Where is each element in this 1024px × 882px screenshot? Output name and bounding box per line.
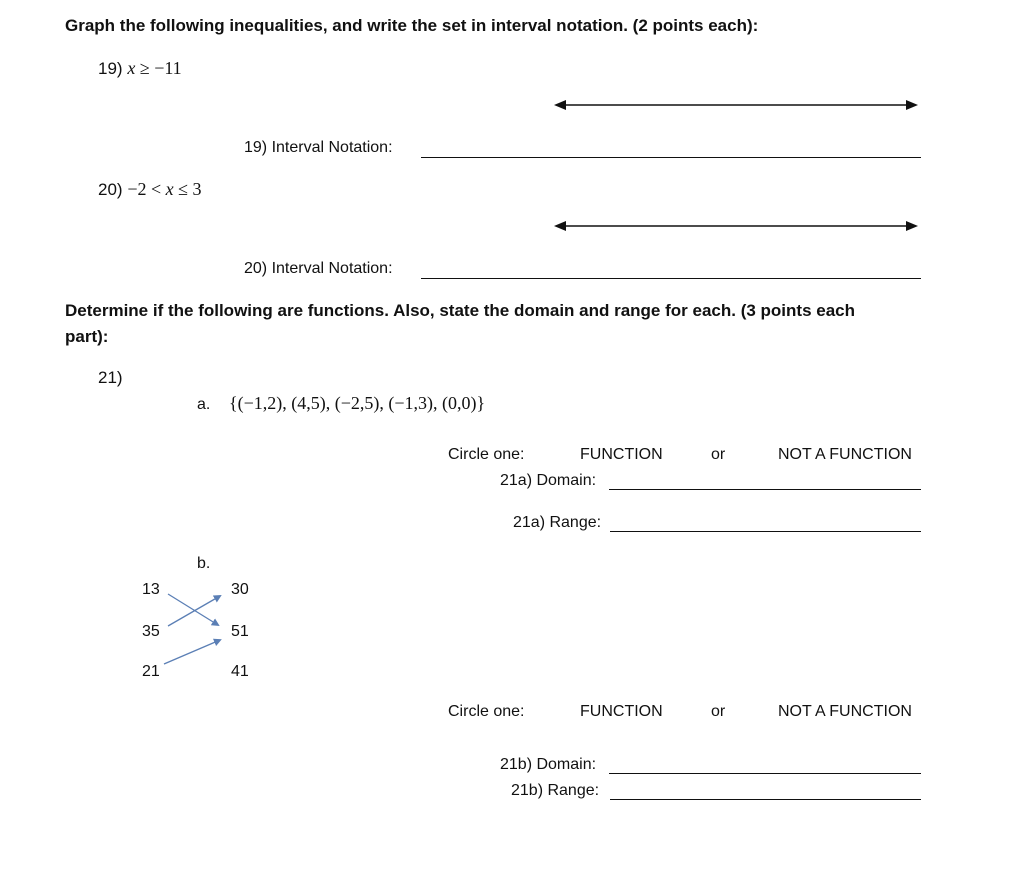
part-a-range-answer-line[interactable]	[610, 531, 921, 532]
problem-21-number: 21)	[98, 368, 123, 387]
part-b-range-answer-line[interactable]	[610, 799, 921, 800]
problem-20	[98, 179, 202, 200]
part-a-domain-label: 21a) Domain:	[500, 472, 597, 489]
part-b-label: b.	[197, 555, 211, 572]
mapping-output-51: 51	[231, 623, 249, 640]
problem-19-number: 19)	[98, 59, 123, 78]
section-1-heading: Graph the following inequalities, and write the set in interval notation. (2 points each):	[65, 16, 759, 35]
part-a-range-label: 21a) Range:	[513, 514, 602, 531]
interval-notation-19-label: 19) Interval Notation:	[244, 139, 393, 156]
mapping-output-41: 41	[231, 663, 249, 680]
mapping-input-35: 35	[142, 623, 160, 640]
number-line-20[interactable]	[552, 217, 922, 235]
section-2-heading-line-1: Determine if the following are functions. Also, state the domain and range for each. (3 points each	[65, 301, 855, 320]
interval-notation-19-answer-line[interactable]	[421, 157, 921, 158]
mapping-input-21: 21	[142, 663, 160, 680]
interval-notation-20-answer-line[interactable]	[421, 278, 921, 279]
part-b-circle-one: Circle one:	[448, 703, 525, 720]
mapping-arrow-21-to-51	[164, 640, 220, 664]
problem-19-inequality	[127, 58, 181, 78]
mapping-input-13: 13	[142, 581, 160, 598]
mapping-output-30: 30	[231, 581, 249, 598]
problem-20-number: 20)	[98, 180, 123, 199]
problem-20-relation-1: <	[150, 179, 162, 199]
part-a-circle-one: Circle one:	[448, 446, 525, 463]
section-2-heading-line-2: part):	[65, 327, 109, 346]
mapping-diagram-arrows	[150, 580, 240, 680]
problem-19-relation: ≥	[139, 58, 150, 78]
problem-19-variable: x	[127, 58, 136, 78]
part-b-domain-answer-line[interactable]	[609, 773, 921, 774]
part-b-function-option[interactable]: FUNCTION	[580, 703, 663, 720]
part-a-ordered-pairs: {(−1,2), (4,5), (−2,5), (−1,3), (0,0)}	[229, 393, 486, 413]
part-b-or: or	[711, 703, 726, 720]
part-a-label: a.	[197, 396, 211, 413]
problem-20-inequality	[127, 179, 201, 199]
part-a-or: or	[711, 446, 726, 463]
problem-20-relation-2: ≤	[178, 179, 189, 199]
part-a-function-option[interactable]: FUNCTION	[580, 446, 663, 463]
problem-20-variable: x	[165, 179, 174, 199]
mapping-arrow-13-to-51	[168, 594, 218, 625]
number-line-19[interactable]	[552, 96, 922, 114]
problem-19-bound: −11	[154, 58, 182, 78]
part-b-domain-label: 21b) Domain:	[500, 756, 597, 773]
part-b-range-label: 21b) Range:	[511, 782, 600, 799]
problem-20-upper-bound: 3	[192, 179, 202, 199]
interval-notation-20-label: 20) Interval Notation:	[244, 260, 393, 277]
problem-19	[98, 58, 182, 79]
part-a-domain-answer-line[interactable]	[609, 489, 921, 490]
part-b-not-function-option[interactable]: NOT A FUNCTION	[778, 703, 912, 720]
problem-20-lower-bound: −2	[127, 179, 147, 199]
part-a-not-function-option[interactable]: NOT A FUNCTION	[778, 446, 912, 463]
